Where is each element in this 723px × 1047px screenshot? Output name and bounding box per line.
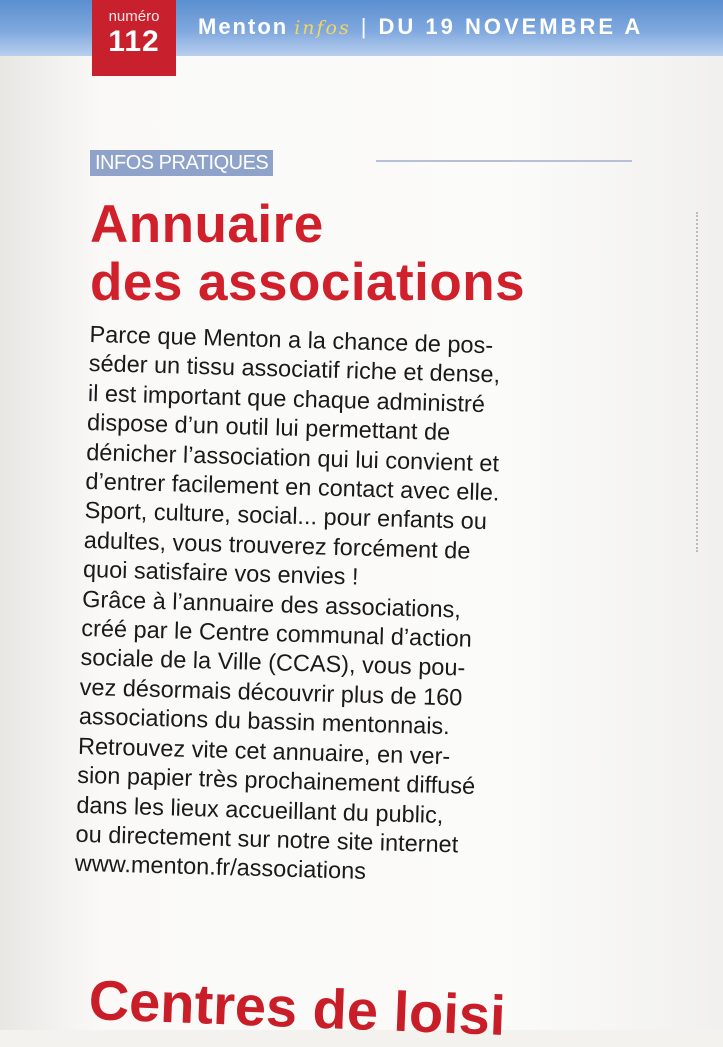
body-line: vez désormais découvrir plus de 160 bbox=[79, 673, 463, 711]
article-title bbox=[90, 196, 525, 312]
section-tag: INFOS PRATIQUES bbox=[90, 150, 273, 176]
body-line: Retrouvez vite cet annuaire, en ver- bbox=[77, 732, 451, 769]
body-line: Grâce à l’annuaire des associations, bbox=[81, 585, 462, 623]
body-line: d’entrer facilement en contact avec elle. bbox=[85, 467, 500, 506]
body-line: ou directement sur notre site internet bbox=[75, 820, 459, 858]
body-line: sion papier très prochainement diffusé bbox=[76, 761, 476, 800]
masthead-separator: | bbox=[360, 14, 369, 39]
issue-badge bbox=[92, 0, 176, 76]
article-title-line-2: des associations bbox=[90, 253, 526, 312]
body-line: Sport, culture, social... pour enfants ou bbox=[84, 497, 488, 535]
body-line: séder un tissu associatif riche et dense, bbox=[88, 350, 501, 388]
body-line: associations du bassin mentonnais. bbox=[78, 703, 451, 740]
article-title-line-1: Annuaire bbox=[90, 195, 324, 254]
masthead-date: DU 19 NOVEMBRE A bbox=[378, 14, 644, 39]
body-line: Parce que Menton a la chance de pos- bbox=[89, 320, 494, 359]
body-line-url: www.menton.fr/associations bbox=[74, 850, 367, 885]
next-article-title: Centres de loisi bbox=[87, 968, 507, 1047]
masthead-infos-logo: infos bbox=[294, 17, 351, 39]
body-line: adultes, vous trouverez forcément de bbox=[83, 526, 471, 564]
body-line: créé par le Centre communal d’action bbox=[81, 614, 473, 652]
column-divider bbox=[696, 212, 698, 552]
issue-label: numéro bbox=[108, 8, 160, 25]
masthead-name: Menton bbox=[198, 14, 289, 39]
body-line: il est important que chaque administré bbox=[87, 379, 486, 417]
body-line: dans les lieux accueillant du public, bbox=[76, 791, 444, 828]
issue-number: 112 bbox=[108, 25, 160, 58]
body-line: dénicher l’association qui lui convient et bbox=[85, 438, 500, 477]
body-line: sociale de la Ville (CCAS), vous pou- bbox=[80, 644, 466, 682]
masthead bbox=[198, 14, 643, 40]
article-body bbox=[74, 320, 669, 895]
section-divider bbox=[376, 160, 632, 162]
body-line: quoi satisfaire vos envies ! bbox=[82, 556, 359, 590]
body-line: dispose d’un outil lui permettant de bbox=[86, 409, 451, 446]
